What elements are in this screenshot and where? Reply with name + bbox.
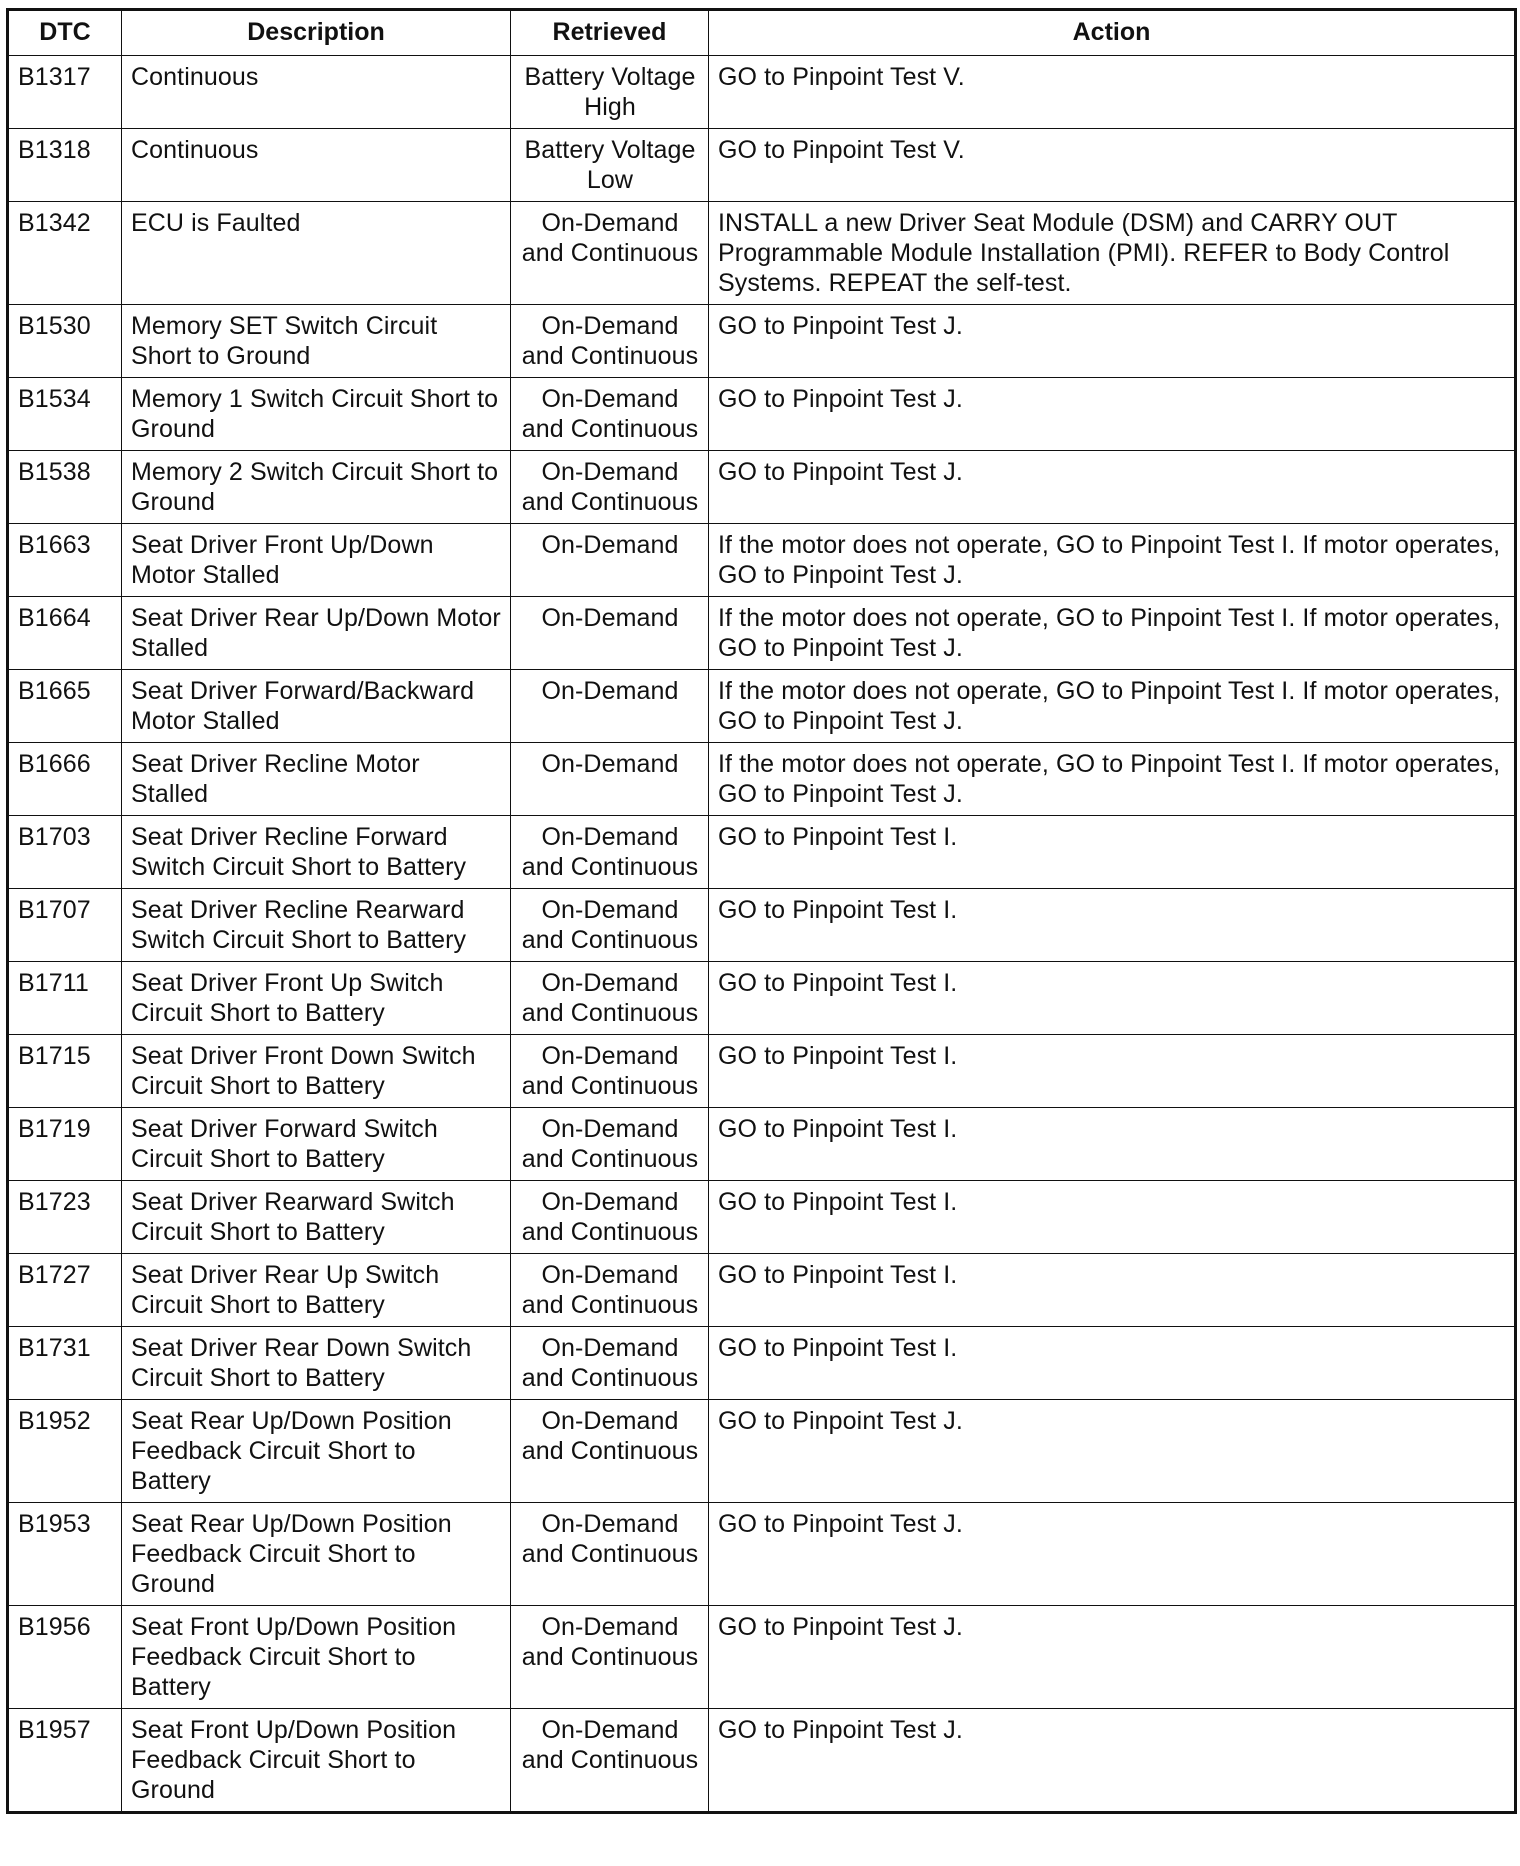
cell-retrieved: On-Demand and Continuous	[511, 1327, 709, 1400]
table-row	[8, 597, 1516, 670]
cell-retrieved: On-Demand	[511, 670, 709, 743]
cell-retrieved: On-Demand and Continuous	[511, 1709, 709, 1813]
cell-retrieved: On-Demand and Continuous	[511, 1035, 709, 1108]
cell-description: Seat Driver Front Up/Down Motor Stalled	[122, 524, 511, 597]
cell-retrieved: On-Demand	[511, 597, 709, 670]
header-row	[8, 10, 1516, 56]
table-row	[8, 1035, 1516, 1108]
cell-retrieved: On-Demand	[511, 524, 709, 597]
table-row	[8, 816, 1516, 889]
cell-description: Seat Driver Forward Switch Circuit Short to Battery	[122, 1108, 511, 1181]
cell-dtc: B1719	[8, 1108, 122, 1181]
cell-action: If the motor does not operate, GO to Pinpoint Test I. If motor operates, GO to Pinpoint Test J.	[709, 743, 1516, 816]
cell-description: Seat Driver Forward/Backward Motor Stalled	[122, 670, 511, 743]
cell-retrieved: On-Demand and Continuous	[511, 378, 709, 451]
cell-description: Memory 1 Switch Circuit Short to Ground	[122, 378, 511, 451]
cell-dtc: B1342	[8, 202, 122, 305]
header-description: Description	[122, 10, 511, 56]
table-row	[8, 378, 1516, 451]
cell-dtc: B1663	[8, 524, 122, 597]
table-row	[8, 670, 1516, 743]
cell-dtc: B1711	[8, 962, 122, 1035]
cell-action: GO to Pinpoint Test I.	[709, 1108, 1516, 1181]
table-row	[8, 962, 1516, 1035]
cell-retrieved: Battery Voltage High	[511, 56, 709, 129]
cell-description: Continuous	[122, 129, 511, 202]
cell-description: Seat Driver Recline Rearward Switch Circuit Short to Battery	[122, 889, 511, 962]
cell-action: If the motor does not operate, GO to Pinpoint Test I. If motor operates, GO to Pinpoint Test J.	[709, 597, 1516, 670]
table-row	[8, 1327, 1516, 1400]
cell-retrieved: On-Demand and Continuous	[511, 889, 709, 962]
cell-action: If the motor does not operate, GO to Pinpoint Test I. If motor operates, GO to Pinpoint Test J.	[709, 670, 1516, 743]
cell-dtc: B1715	[8, 1035, 122, 1108]
cell-action: INSTALL a new Driver Seat Module (DSM) and CARRY OUT Programmable Module Installation (PMI). REFER to Body Control Systems. REPEAT the self-test.	[709, 202, 1516, 305]
cell-action: GO to Pinpoint Test I.	[709, 889, 1516, 962]
cell-action: GO to Pinpoint Test I.	[709, 816, 1516, 889]
cell-action: GO to Pinpoint Test I.	[709, 962, 1516, 1035]
cell-retrieved: On-Demand and Continuous	[511, 1606, 709, 1709]
cell-action: GO to Pinpoint Test I.	[709, 1254, 1516, 1327]
table-row	[8, 56, 1516, 129]
cell-action: GO to Pinpoint Test J.	[709, 1400, 1516, 1503]
cell-retrieved: On-Demand and Continuous	[511, 816, 709, 889]
table-row	[8, 1108, 1516, 1181]
cell-description: Seat Front Up/Down Position Feedback Circuit Short to Ground	[122, 1709, 511, 1813]
cell-action: GO to Pinpoint Test I.	[709, 1327, 1516, 1400]
table-header	[8, 10, 1516, 56]
cell-description: Seat Driver Recline Motor Stalled	[122, 743, 511, 816]
cell-description: Memory SET Switch Circuit Short to Ground	[122, 305, 511, 378]
cell-description: Seat Rear Up/Down Position Feedback Circuit Short to Ground	[122, 1503, 511, 1606]
cell-description: Seat Driver Front Down Switch Circuit Short to Battery	[122, 1035, 511, 1108]
cell-retrieved: On-Demand and Continuous	[511, 202, 709, 305]
cell-dtc: B1723	[8, 1181, 122, 1254]
dtc-table	[6, 8, 1517, 1814]
cell-retrieved: On-Demand	[511, 743, 709, 816]
table-row	[8, 1503, 1516, 1606]
cell-retrieved: On-Demand and Continuous	[511, 1254, 709, 1327]
table-row	[8, 1254, 1516, 1327]
cell-retrieved: On-Demand and Continuous	[511, 1503, 709, 1606]
cell-dtc: B1318	[8, 129, 122, 202]
cell-description: Seat Driver Rear Up Switch Circuit Short to Battery	[122, 1254, 511, 1327]
cell-action: GO to Pinpoint Test J.	[709, 1503, 1516, 1606]
cell-action: GO to Pinpoint Test V.	[709, 56, 1516, 129]
cell-retrieved: Battery Voltage Low	[511, 129, 709, 202]
table-row	[8, 1181, 1516, 1254]
cell-dtc: B1534	[8, 378, 122, 451]
header-retrieved: Retrieved	[511, 10, 709, 56]
cell-dtc: B1707	[8, 889, 122, 962]
cell-dtc: B1731	[8, 1327, 122, 1400]
header-action: Action	[709, 10, 1516, 56]
cell-dtc: B1538	[8, 451, 122, 524]
cell-description: Seat Rear Up/Down Position Feedback Circuit Short to Battery	[122, 1400, 511, 1503]
cell-action: GO to Pinpoint Test J.	[709, 378, 1516, 451]
table-row	[8, 743, 1516, 816]
cell-retrieved: On-Demand and Continuous	[511, 962, 709, 1035]
cell-dtc: B1956	[8, 1606, 122, 1709]
cell-description: Seat Driver Rear Up/Down Motor Stalled	[122, 597, 511, 670]
cell-retrieved: On-Demand and Continuous	[511, 1108, 709, 1181]
cell-dtc: B1664	[8, 597, 122, 670]
cell-dtc: B1665	[8, 670, 122, 743]
cell-action: GO to Pinpoint Test I.	[709, 1181, 1516, 1254]
table-row	[8, 1606, 1516, 1709]
cell-action: GO to Pinpoint Test I.	[709, 1035, 1516, 1108]
cell-action: GO to Pinpoint Test J.	[709, 1709, 1516, 1813]
header-dtc: DTC	[8, 10, 122, 56]
cell-action: GO to Pinpoint Test J.	[709, 1606, 1516, 1709]
cell-dtc: B1957	[8, 1709, 122, 1813]
cell-description: Seat Driver Front Up Switch Circuit Short to Battery	[122, 962, 511, 1035]
table-row	[8, 451, 1516, 524]
cell-description: Seat Driver Recline Forward Switch Circuit Short to Battery	[122, 816, 511, 889]
table-row	[8, 305, 1516, 378]
cell-description: Seat Front Up/Down Position Feedback Circuit Short to Battery	[122, 1606, 511, 1709]
cell-dtc: B1953	[8, 1503, 122, 1606]
cell-retrieved: On-Demand and Continuous	[511, 1400, 709, 1503]
cell-dtc: B1530	[8, 305, 122, 378]
cell-action: GO to Pinpoint Test J.	[709, 451, 1516, 524]
table-row	[8, 524, 1516, 597]
table-row	[8, 889, 1516, 962]
cell-retrieved: On-Demand and Continuous	[511, 305, 709, 378]
cell-dtc: B1727	[8, 1254, 122, 1327]
table-row	[8, 202, 1516, 305]
cell-description: Memory 2 Switch Circuit Short to Ground	[122, 451, 511, 524]
table-row	[8, 1709, 1516, 1813]
cell-dtc: B1317	[8, 56, 122, 129]
cell-action: If the motor does not operate, GO to Pinpoint Test I. If motor operates, GO to Pinpoint Test J.	[709, 524, 1516, 597]
cell-action: GO to Pinpoint Test J.	[709, 305, 1516, 378]
cell-retrieved: On-Demand and Continuous	[511, 1181, 709, 1254]
cell-description: ECU is Faulted	[122, 202, 511, 305]
cell-dtc: B1666	[8, 743, 122, 816]
cell-description: Seat Driver Rearward Switch Circuit Short to Battery	[122, 1181, 511, 1254]
cell-retrieved: On-Demand and Continuous	[511, 451, 709, 524]
cell-action: GO to Pinpoint Test V.	[709, 129, 1516, 202]
cell-dtc: B1952	[8, 1400, 122, 1503]
dtc-table-container	[6, 8, 1514, 1814]
cell-description: Seat Driver Rear Down Switch Circuit Short to Battery	[122, 1327, 511, 1400]
table-row	[8, 1400, 1516, 1503]
cell-dtc: B1703	[8, 816, 122, 889]
table-row	[8, 129, 1516, 202]
cell-description: Continuous	[122, 56, 511, 129]
table-body	[8, 56, 1516, 1813]
